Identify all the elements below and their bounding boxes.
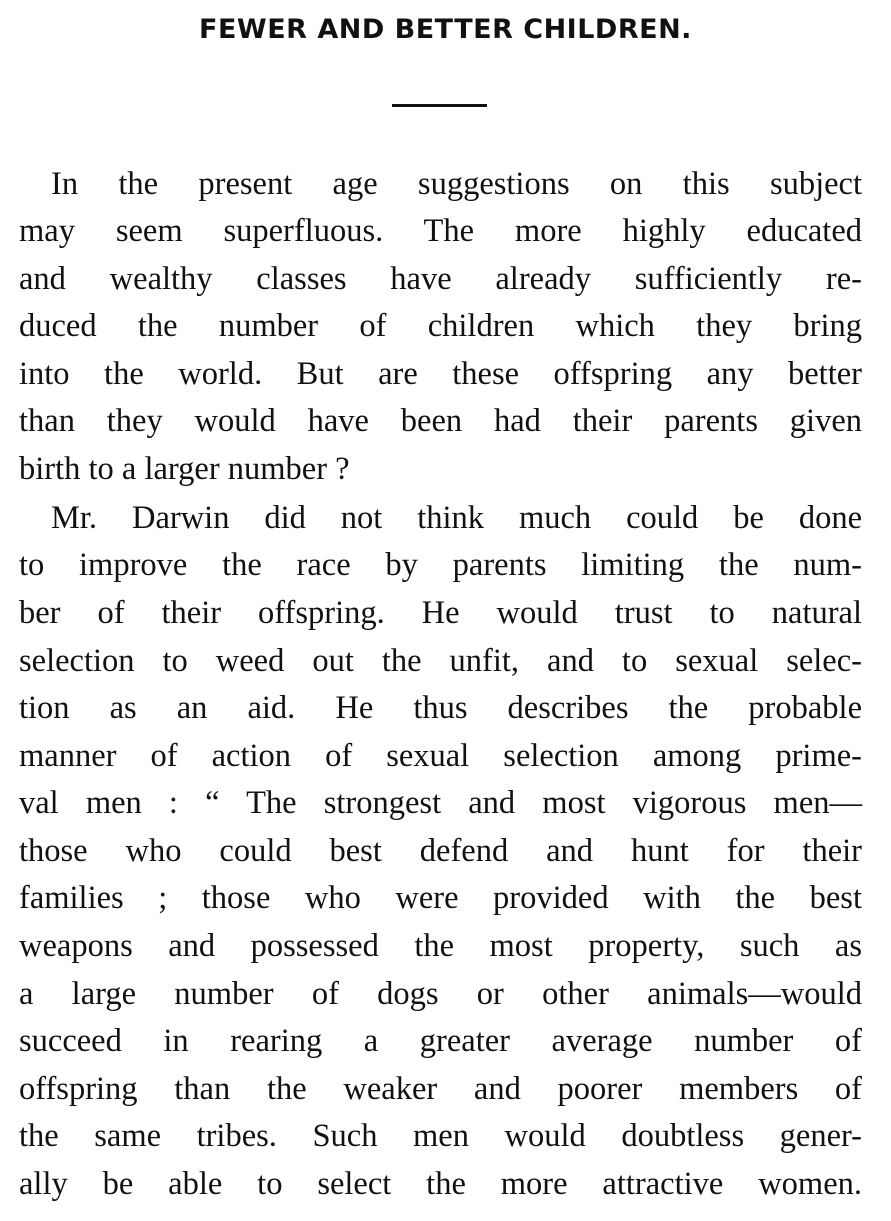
text-line: ally be able to select the more attractive women.: [19, 1166, 862, 1202]
text-line: duced the number of children which they bring: [19, 308, 862, 344]
text-line: Mr. Darwin did not think much could be done: [51, 500, 862, 536]
text-line: into the world. But are these offspring any better: [19, 356, 862, 392]
text-line: selection to weed out the unfit, and to sexual selec-: [19, 643, 862, 679]
text-line: families ; those who were provided with the best: [19, 880, 862, 916]
text-line: than they would have been had their parents given: [19, 403, 862, 439]
text-line: those who could best defend and hunt for their: [19, 833, 862, 869]
text-line: a large number of dogs or other animals—would: [19, 976, 862, 1012]
text-line: ber of their offspring. He would trust to natural: [19, 595, 862, 631]
text-line: and wealthy classes have already sufficiently re-: [19, 261, 862, 297]
text-line: may seem superfluous. The more highly educated: [19, 213, 862, 249]
text-line: In the present age suggestions on this subject: [51, 166, 862, 202]
text-line: the same tribes. Such men would doubtless gener-: [19, 1118, 862, 1154]
text-line: val men : “ The strongest and most vigorous men—: [19, 785, 862, 821]
text-line: offspring than the weaker and poorer members of: [19, 1071, 862, 1107]
text-line: succeed in rearing a greater average number of: [19, 1023, 862, 1059]
text-line: birth to a larger number ?: [19, 451, 350, 487]
title-rule: [392, 104, 487, 107]
chapter-title: FEWER AND BETTER CHILDREN.: [199, 14, 692, 45]
text-line: manner of action of sexual selection among prime-: [19, 738, 862, 774]
text-line: tion as an aid. He thus describes the probable: [19, 690, 862, 726]
text-line: weapons and possessed the most property, such as: [19, 928, 862, 964]
text-line: to improve the race by parents limiting the num-: [19, 547, 862, 583]
